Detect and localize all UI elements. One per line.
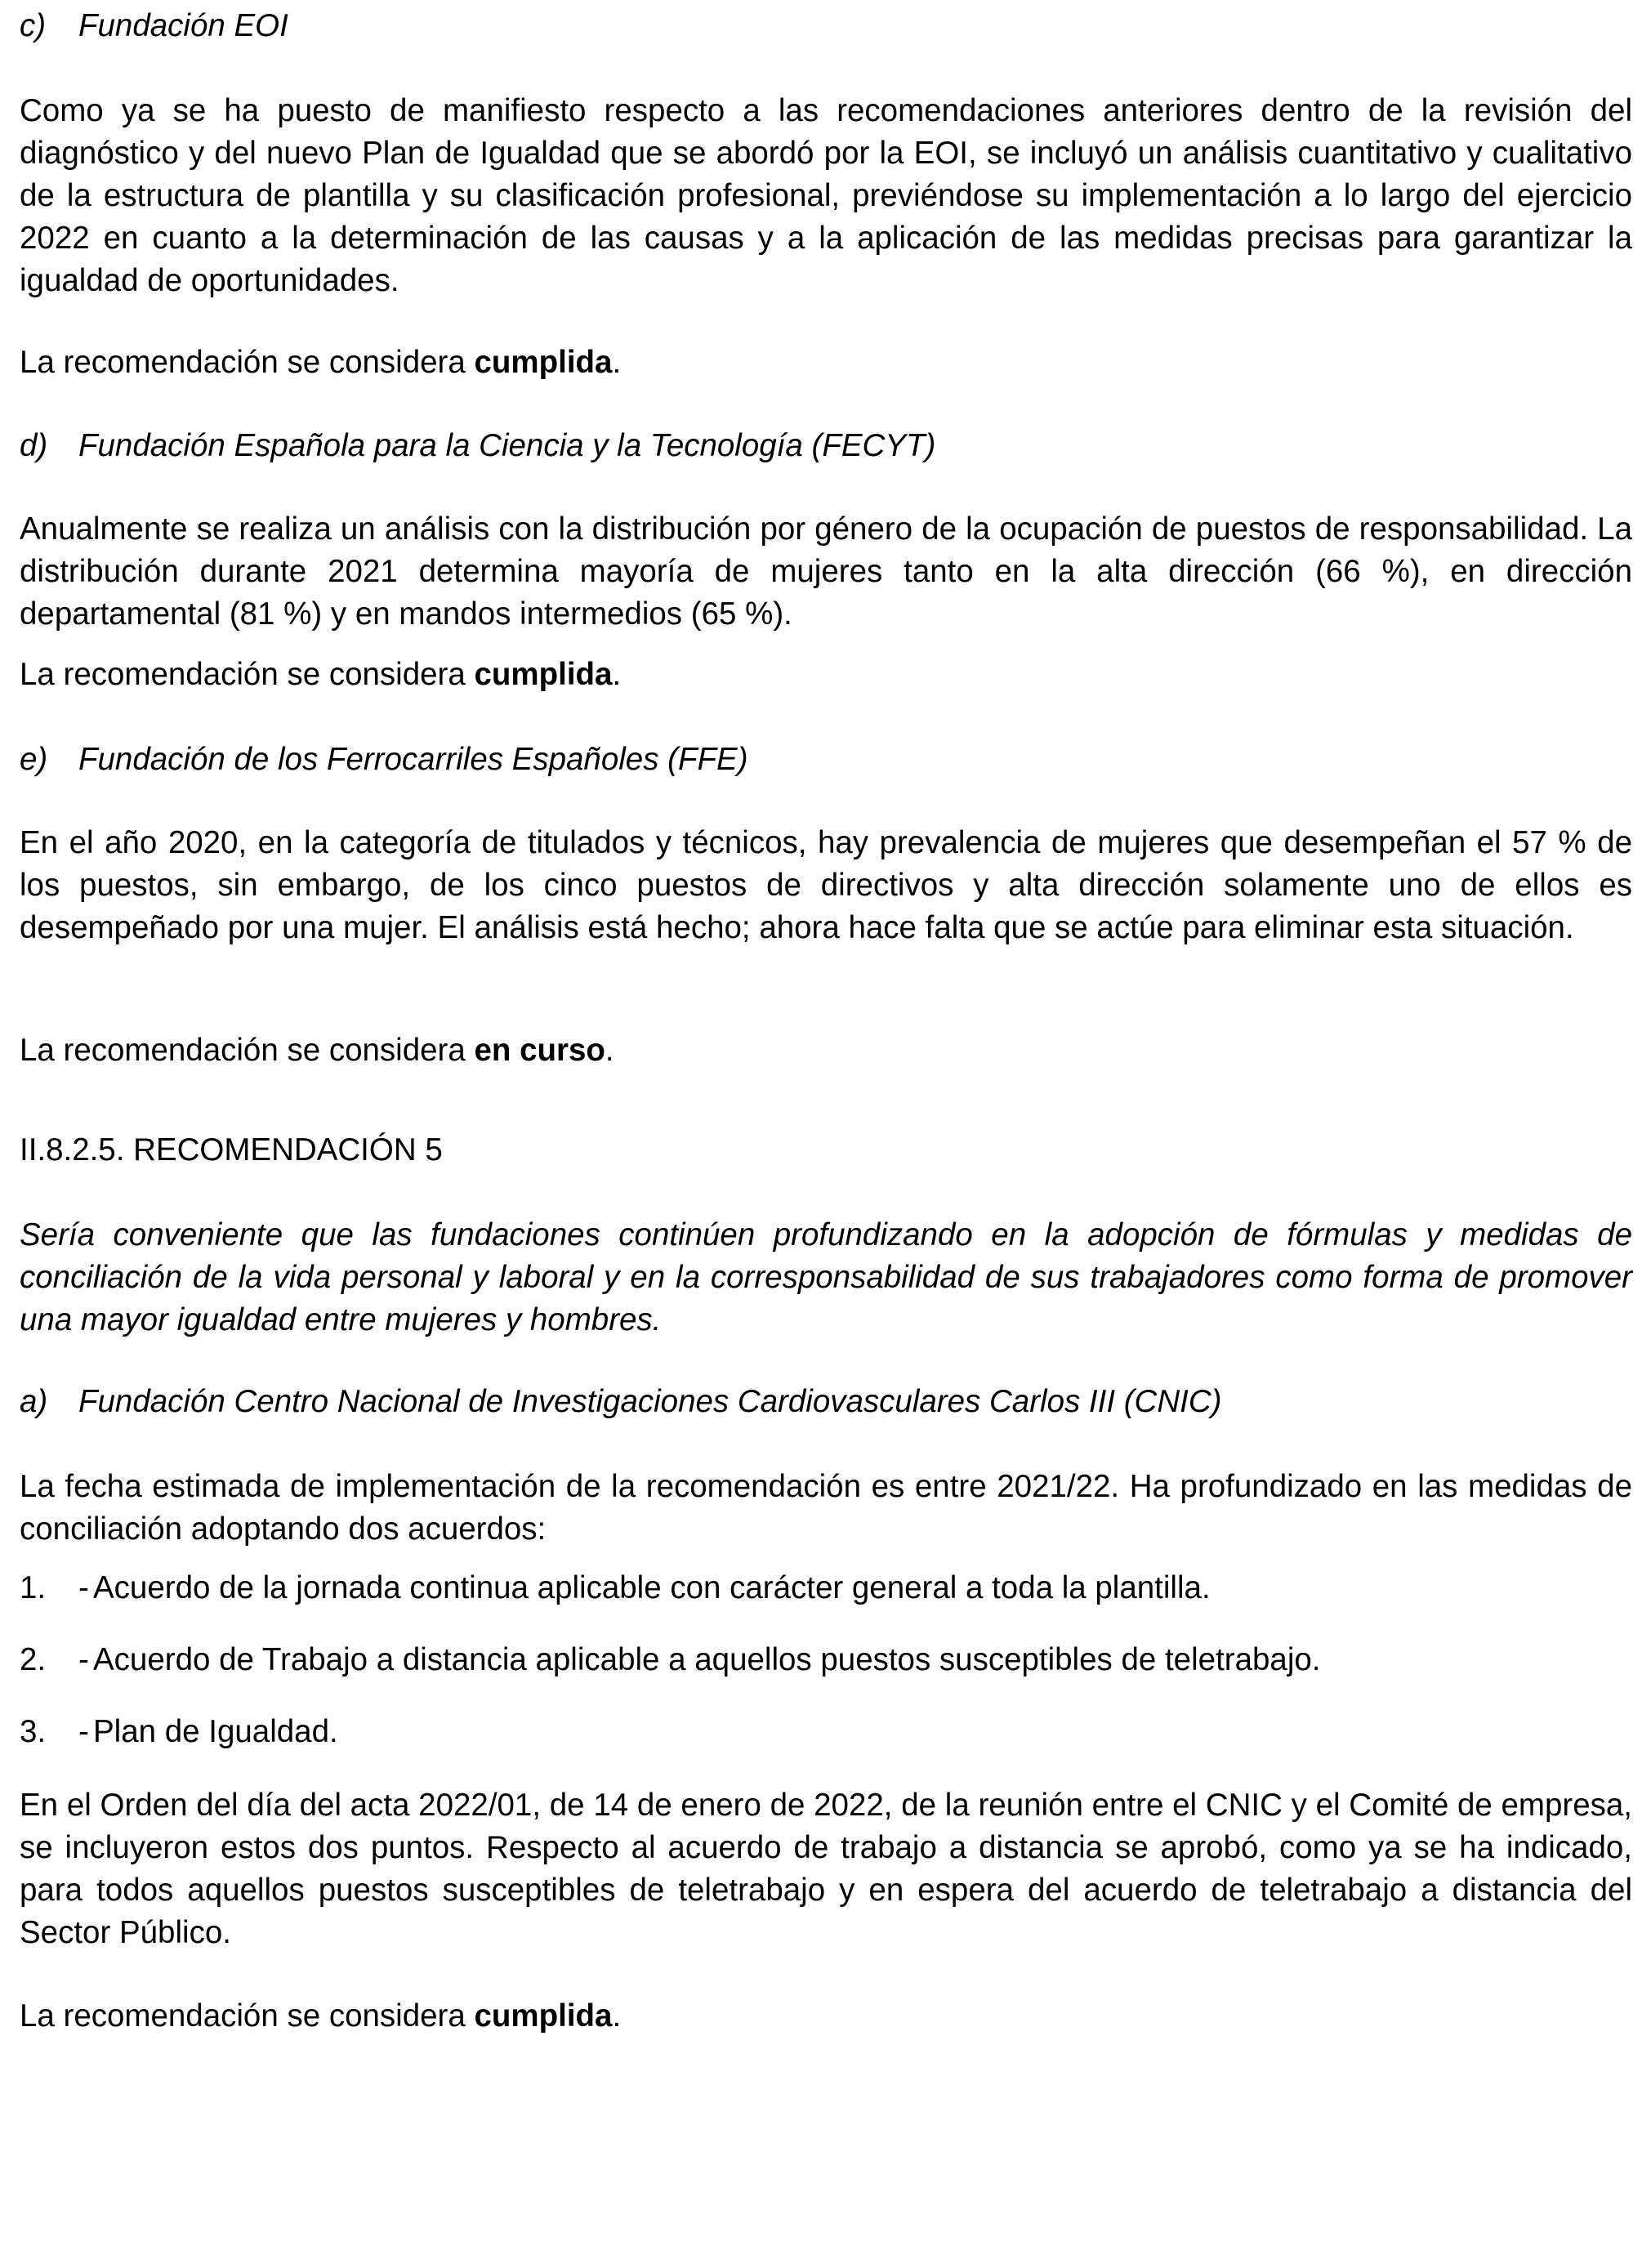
list-item-number: 1.	[20, 1570, 47, 1605]
section-e-verdict-prefix: La recomendación se considera	[20, 1033, 475, 1068]
list-item-text: Plan de Igualdad.	[93, 1714, 338, 1749]
section-e-body: En el año 2020, en la categoría de titulados y técnicos, hay prevalencia de mujeres que desempeñan el 57 % de los puestos, sin embargo, de los cinco puestos de directivos y alta dirección solamente uno de ellos es desempeñado por una mujer. El análisis está hecho; ahora hace falta que se actúe para eliminar esta situación.	[20, 825, 1632, 945]
section-e-title: Fundación de los Ferrocarriles Españoles (FFE)	[78, 742, 748, 777]
section-a-marker: a)	[20, 1384, 48, 1419]
section-a-verdict-suffix: .	[612, 1998, 622, 2034]
section-d-verdict-suffix: .	[612, 657, 622, 692]
section-c-verdict-suffix: .	[612, 345, 622, 380]
section-e-marker: e)	[20, 742, 48, 777]
section-d-marker: d)	[20, 428, 48, 463]
section-c-title: Fundación EOI	[78, 8, 288, 43]
list-item-text: Acuerdo de Trabajo a distancia aplicable a aquellos puestos susceptibles de teletrabajo.	[93, 1642, 1321, 1677]
section-e-heading	[20, 739, 1632, 781]
list-item-dash: -	[78, 1714, 89, 1749]
section-e-verdict-suffix: .	[605, 1033, 614, 1068]
section-a-body: La fecha estimada de implementación de la recomendación es entre 2021/22. Ha profundizado en las medidas de conciliación adoptando dos acuerdos:	[20, 1469, 1632, 1547]
section-e-verdict-value: en curso	[474, 1033, 605, 1068]
section-d-title: Fundación Española para la Ciencia y la Tecnología (FECYT)	[78, 428, 936, 463]
list-item-dash: -	[78, 1642, 89, 1677]
section-a-heading	[20, 1381, 1632, 1423]
list-item	[20, 1639, 1632, 1681]
section-a-title: Fundación Centro Nacional de Investigaciones Cardiovasculares Carlos III (CNIC)	[78, 1384, 1222, 1419]
list-item-text: Acuerdo de la jornada continua aplicable con carácter general a toda la plantilla.	[93, 1570, 1211, 1605]
section-a-verdict-prefix: La recomendación se considera	[20, 1998, 475, 2034]
section-c-verdict-value: cumplida	[474, 345, 613, 380]
list-item-number: 3.	[20, 1714, 47, 1749]
section-d-verdict-prefix: La recomendación se considera	[20, 657, 475, 692]
section-a-verdict	[20, 1995, 1632, 2038]
recommendation-5-title: II.8.2.5. RECOMENDACIÓN 5	[20, 1132, 443, 1167]
section-d-body: Anualmente se realiza un análisis con la distribución por género de la ocupación de puestos de responsabilidad. La distribución durante 2021 determina mayoría de mujeres tanto en la alta dirección (66 %), en dirección departamental (81 %) y en mandos intermedios (65 %).	[20, 511, 1632, 632]
section-d-heading	[20, 425, 1632, 467]
section-c-verdict	[20, 342, 1632, 384]
section-c-body: Como ya se ha puesto de manifiesto respecto a las recomendaciones anteriores dentro de la revisión del diagnóstico y del nuevo Plan de Igualdad que se abordó por la EOI, se incluyó un análisis cuantitativo y cualitativo de la estructura de plantilla y su clasificación profesional, previéndose su implementación a lo largo del ejercicio 2022 en cuanto a la determinación de las causas y a la aplicación de las medidas precisas para garantizar la igualdad de oportunidades.	[20, 93, 1632, 298]
section-a-verdict-value: cumplida	[474, 1998, 613, 2034]
section-e-verdict	[20, 1029, 1632, 1072]
list-item	[20, 1567, 1632, 1609]
section-d-verdict	[20, 654, 1632, 696]
section-c-heading	[20, 5, 1632, 47]
section-c-marker: c)	[20, 8, 47, 43]
section-a-body-2: En el Orden del día del acta 2022/01, de 14 de enero de 2022, de la reunión entre el CNIC y el Comité de empresa, se incluyeron estos dos puntos. Respecto al acuerdo de trabajo a distancia se aprobó, como ya se ha indicado, para todos aquellos puestos susceptibles de teletrabajo y en espera del acuerdo de teletrabajo a distancia del Sector Público.	[20, 1788, 1632, 1950]
section-d-verdict-value: cumplida	[474, 657, 613, 692]
list-item-number: 2.	[20, 1642, 47, 1677]
section-c-verdict-prefix: La recomendación se considera	[20, 345, 475, 380]
recommendation-5-text: Sería conveniente que las fundaciones continúen profundizando en la adopción de fórmulas y medidas de conciliación de la vida personal y laboral y en la corresponsabilidad de sus trabajadores como forma de promover una mayor igualdad entre mujeres y hombres.	[20, 1217, 1632, 1337]
list-item-dash: -	[78, 1570, 89, 1605]
list-item	[20, 1711, 1632, 1753]
